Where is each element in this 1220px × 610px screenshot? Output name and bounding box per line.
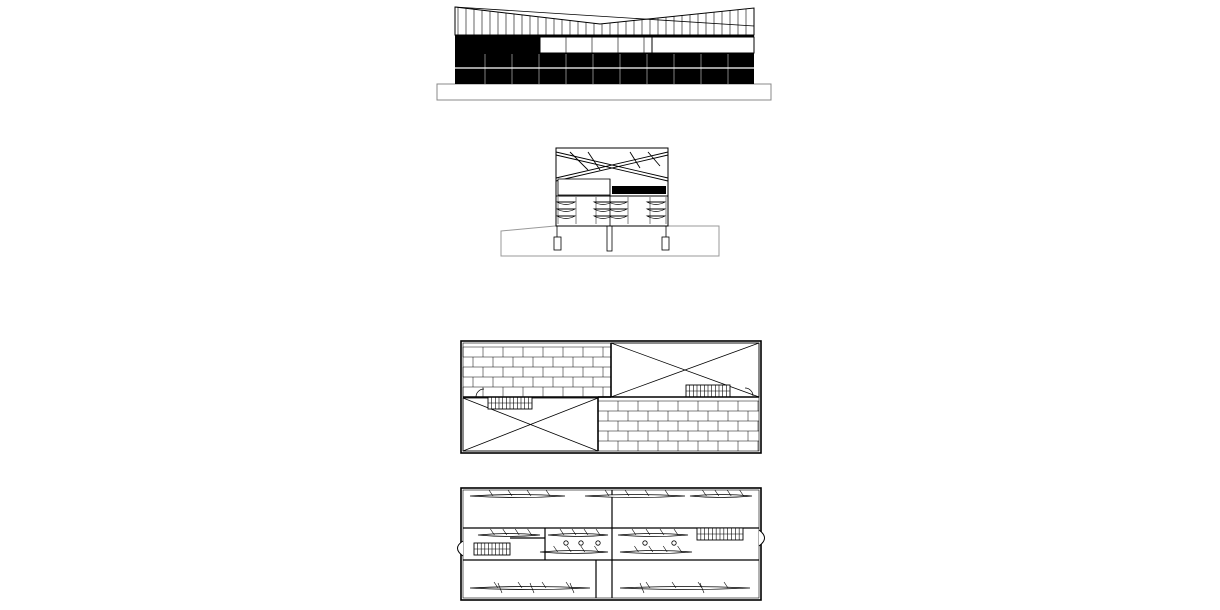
elevation-window-strip [540, 37, 652, 53]
section-room-left [558, 179, 610, 195]
section-pier-center [607, 226, 612, 251]
section-pier-right [662, 237, 669, 250]
elevation-upper-right-block [652, 37, 754, 53]
section-pier-left [554, 237, 561, 250]
lower-plan-stair-left [474, 543, 510, 555]
elevation-ground [437, 84, 771, 100]
upper-floor-plan [461, 341, 761, 453]
lower-plan-stair-right [697, 528, 743, 540]
lower-plan-entrance-left [458, 541, 464, 556]
upper-plan-stair-right [686, 385, 730, 397]
elevation-roof [455, 7, 754, 35]
section-dark-band [612, 186, 666, 194]
upper-plan-stair-left [488, 397, 532, 409]
elevation-drawing [437, 7, 771, 100]
boat-storage-plan [458, 488, 765, 600]
section-drawing [501, 148, 719, 256]
lower-plan-entrance-right [759, 530, 765, 546]
